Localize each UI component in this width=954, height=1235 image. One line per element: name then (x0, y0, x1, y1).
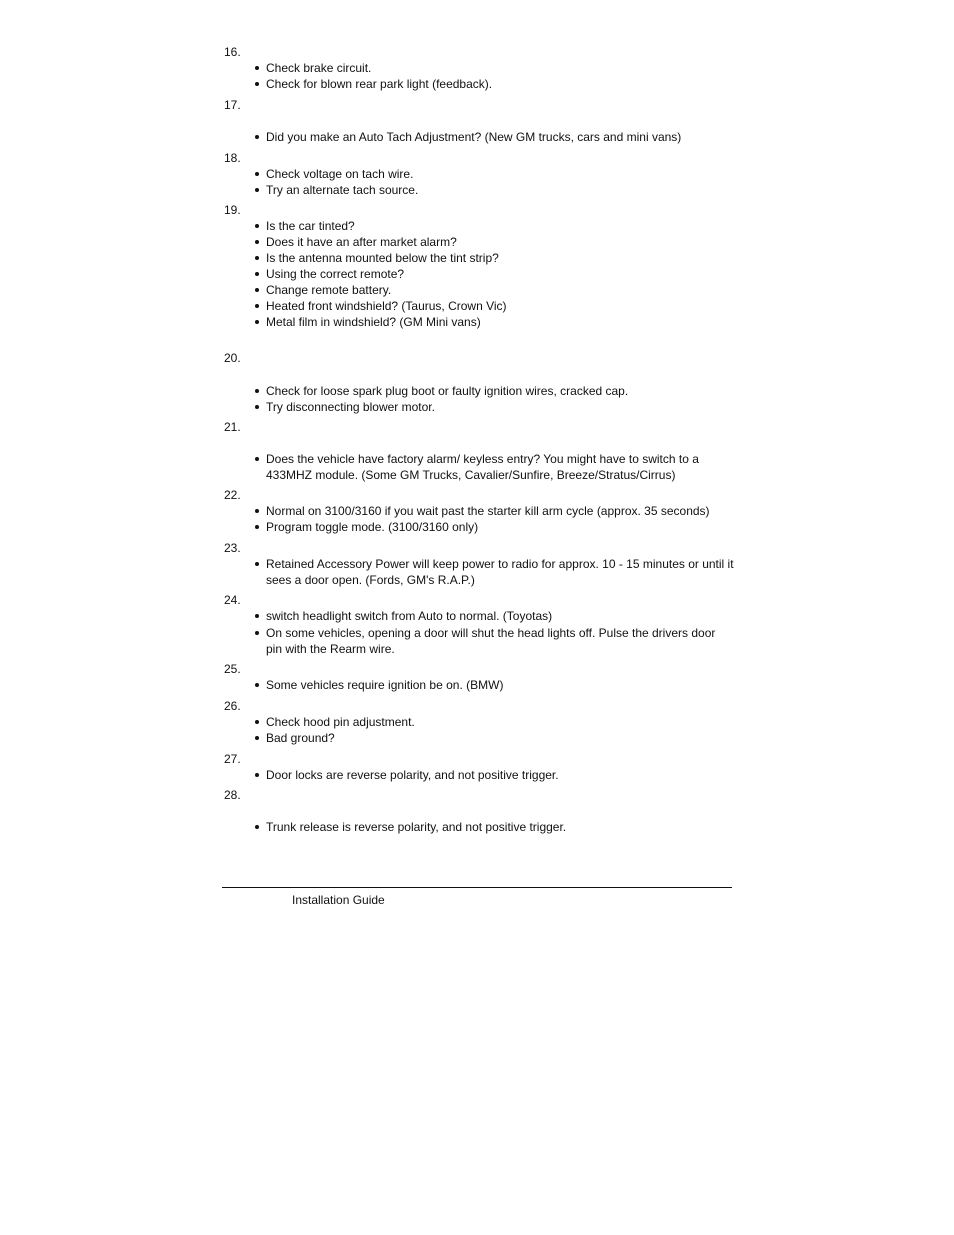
item-number: 18. (224, 151, 241, 165)
bullet-item: Did you make an Auto Tach Adjustment? (New GM trucks, cars and mini vans) (266, 129, 734, 145)
bullet-list (224, 166, 734, 198)
footer-divider (222, 887, 732, 888)
bullet-item: Check brake circuit. (266, 60, 734, 76)
bullet-item: Heated front windshield? (Taurus, Crown Vic) (266, 298, 734, 314)
bullet-list (224, 677, 734, 693)
item-number: 23. (224, 541, 241, 555)
list-item (224, 44, 734, 92)
list-item (224, 202, 734, 330)
bullet-item: Does the vehicle have factory alarm/ keyless entry? You might have to switch to a 433MHZ module. (Some GM Trucks, Cavalier/Sunfire, Breeze/Stratus/Cirrus) (266, 451, 734, 483)
bullet-item: Using the correct remote? (266, 266, 734, 282)
bullet-item: Is the antenna mounted below the tint strip? (266, 250, 734, 266)
bullet-item: Check for loose spark plug boot or faulty ignition wires, cracked cap. (266, 383, 734, 399)
bullet-list (224, 819, 734, 835)
bullet-item: Door locks are reverse polarity, and not positive trigger. (266, 767, 734, 783)
bullet-list (224, 451, 734, 483)
bullet-list (224, 218, 734, 330)
bullet-list (224, 60, 734, 92)
bullet-item: Program toggle mode. (3100/3160 only) (266, 519, 734, 535)
bullet-item: Metal film in windshield? (GM Mini vans) (266, 314, 734, 330)
bullet-item: Some vehicles require ignition be on. (BMW) (266, 677, 734, 693)
bullet-item: Check voltage on tach wire. (266, 166, 734, 182)
item-number: 28. (224, 788, 241, 802)
bullet-list (224, 129, 734, 145)
bullet-item: Check for blown rear park light (feedback). (266, 76, 734, 92)
bullet-item: Is the car tinted? (266, 218, 734, 234)
bullet-item: Bad ground? (266, 730, 734, 746)
list-item (224, 592, 734, 657)
bullet-item: Change remote battery. (266, 282, 734, 298)
troubleshooting-list (224, 44, 734, 835)
bullet-item: On some vehicles, opening a door will shut the head lights off. Pulse the drivers door pin with the Rearm wire. (266, 625, 734, 657)
list-item (224, 751, 734, 783)
list-item (224, 150, 734, 198)
bullet-item: Normal on 3100/3160 if you wait past the starter kill arm cycle (approx. 35 seconds) (266, 503, 734, 519)
bullet-list (224, 608, 734, 657)
item-number: 19. (224, 203, 241, 217)
bullet-list (224, 556, 734, 588)
bullet-list (224, 383, 734, 415)
item-number: 22. (224, 488, 241, 502)
bullet-item: Try disconnecting blower motor. (266, 399, 734, 415)
list-item (224, 661, 734, 693)
item-number: 26. (224, 699, 241, 713)
bullet-item: switch headlight switch from Auto to normal. (Toyotas) (266, 608, 734, 624)
bullet-item: Try an alternate tach source. (266, 182, 734, 198)
item-number: 17. (224, 98, 241, 112)
item-number: 27. (224, 752, 241, 766)
bullet-item: Does it have an after market alarm? (266, 234, 734, 250)
item-number: 20. (224, 351, 241, 365)
list-item (224, 787, 734, 835)
bullet-list (224, 767, 734, 783)
list-item (224, 419, 734, 483)
footer-title: Installation Guide (292, 893, 385, 907)
item-number: 24. (224, 593, 241, 607)
list-item (224, 350, 734, 415)
item-number: 21. (224, 420, 241, 434)
list-item (224, 698, 734, 746)
bullet-list (224, 714, 734, 746)
bullet-item: Check hood pin adjustment. (266, 714, 734, 730)
list-item (224, 487, 734, 535)
bullet-list (224, 503, 734, 535)
list-item (224, 540, 734, 588)
bullet-item: Trunk release is reverse polarity, and not positive trigger. (266, 819, 734, 835)
list-item (224, 97, 734, 145)
item-number: 16. (224, 45, 241, 59)
item-number: 25. (224, 662, 241, 676)
bullet-item: Retained Accessory Power will keep power to radio for approx. 10 - 15 minutes or until it sees a door open. (Fords, GM's R.A.P.) (266, 557, 734, 587)
